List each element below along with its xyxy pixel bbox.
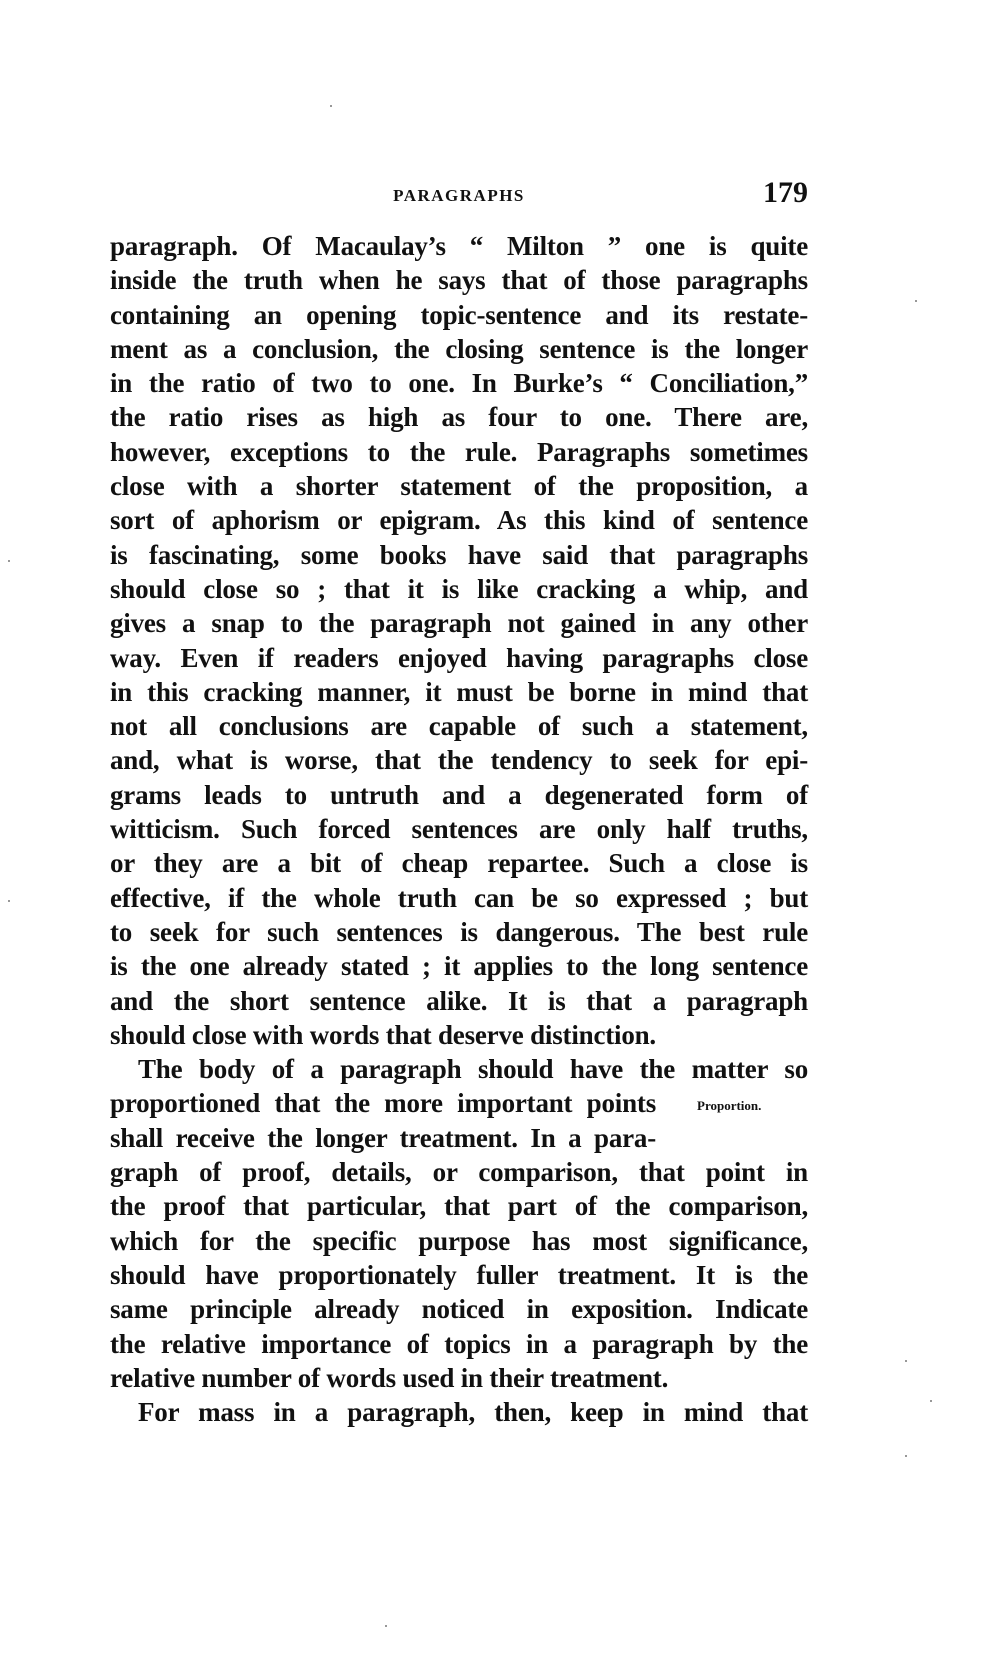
text-line: shall receive the longer treatment. In a para-	[110, 1122, 656, 1153]
text-line: in the ratio of two to one. In Burke’s “ Conciliation,”	[110, 368, 808, 399]
running-title: PARAGRAPHS	[393, 186, 525, 205]
page-number: 179	[763, 176, 808, 209]
text-line: in this cracking manner, it must be borne in mind that	[110, 676, 808, 707]
text-line: and the short sentence alike. It is that a paragraph	[110, 985, 808, 1016]
text-line: to seek for such sentences is dangerous. The best rule	[110, 916, 808, 947]
text-line: the ratio rises as high as four to one. There are,	[110, 402, 808, 433]
text-line: The body of a paragraph should have the matter so	[138, 1054, 808, 1085]
text-line: graph of proof, details, or comparison, that point in	[110, 1157, 808, 1188]
text-line: gives a snap to the paragraph not gained in any other	[110, 608, 808, 639]
text-line: the proof that particular, that part of the comparison,	[110, 1191, 808, 1222]
text-line: and, what is worse, that the tendency to seek for epi-	[110, 745, 808, 776]
text-line: close with a shorter statement of the proposition, a	[110, 471, 808, 502]
scan-speck	[915, 300, 917, 302]
text-line: For mass in a paragraph, then, keep in mind that	[138, 1397, 808, 1428]
text-line: same principle already noticed in exposition. Indicate	[110, 1294, 808, 1325]
scan-speck	[905, 1360, 907, 1362]
text-line: should have proportionately fuller treatment. It is the	[110, 1259, 808, 1290]
body-text	[110, 229, 808, 1429]
scan-speck	[8, 560, 10, 562]
running-head	[110, 176, 808, 220]
text-line: or they are a bit of cheap repartee. Such a close is	[110, 848, 808, 879]
text-line: which for the specific purpose has most significance,	[110, 1225, 808, 1256]
text-line: proportioned that the more important points	[110, 1088, 656, 1119]
text-line: relative number of words used in their treatment.	[110, 1362, 669, 1393]
scan-speck	[8, 900, 10, 902]
scan-speck	[385, 1625, 387, 1627]
text-line: however, exceptions to the rule. Paragraphs sometimes	[110, 436, 808, 467]
scan-speck	[930, 1400, 932, 1402]
text-line: paragraph. Of Macaulay’s “ Milton ” one is quite	[110, 231, 808, 261]
text-line: should close so ; that it is like cracking a whip, and	[110, 573, 808, 604]
text-line: is fascinating, some books have said that paragraphs	[110, 539, 808, 570]
text-line: containing an opening topic-sentence and its restate-	[110, 299, 808, 330]
text-line: sort of aphorism or epigram. As this kind of sentence	[110, 505, 808, 536]
text-line: should close with words that deserve distinction.	[110, 1019, 656, 1050]
margin-note: Proportion.	[697, 1098, 762, 1113]
text-line: ment as a conclusion, the closing sentence is the longer	[110, 333, 808, 364]
text-line: inside the truth when he says that of those paragraphs	[110, 265, 808, 296]
text-line: is the one already stated ; it applies to the long sentence	[110, 951, 808, 982]
scan-speck	[330, 105, 332, 107]
scan-speck	[905, 1455, 907, 1457]
text-line: effective, if the whole truth can be so expressed ; but	[110, 882, 808, 913]
text-line: grams leads to untruth and a degenerated form of	[110, 779, 808, 810]
text-line: the relative importance of topics in a paragraph by the	[110, 1328, 808, 1359]
text-line: not all conclusions are capable of such a statement,	[110, 711, 808, 742]
text-line: witticism. Such forced sentences are only half truths,	[110, 814, 808, 845]
text-line: way. Even if readers enjoyed having paragraphs close	[110, 642, 808, 673]
